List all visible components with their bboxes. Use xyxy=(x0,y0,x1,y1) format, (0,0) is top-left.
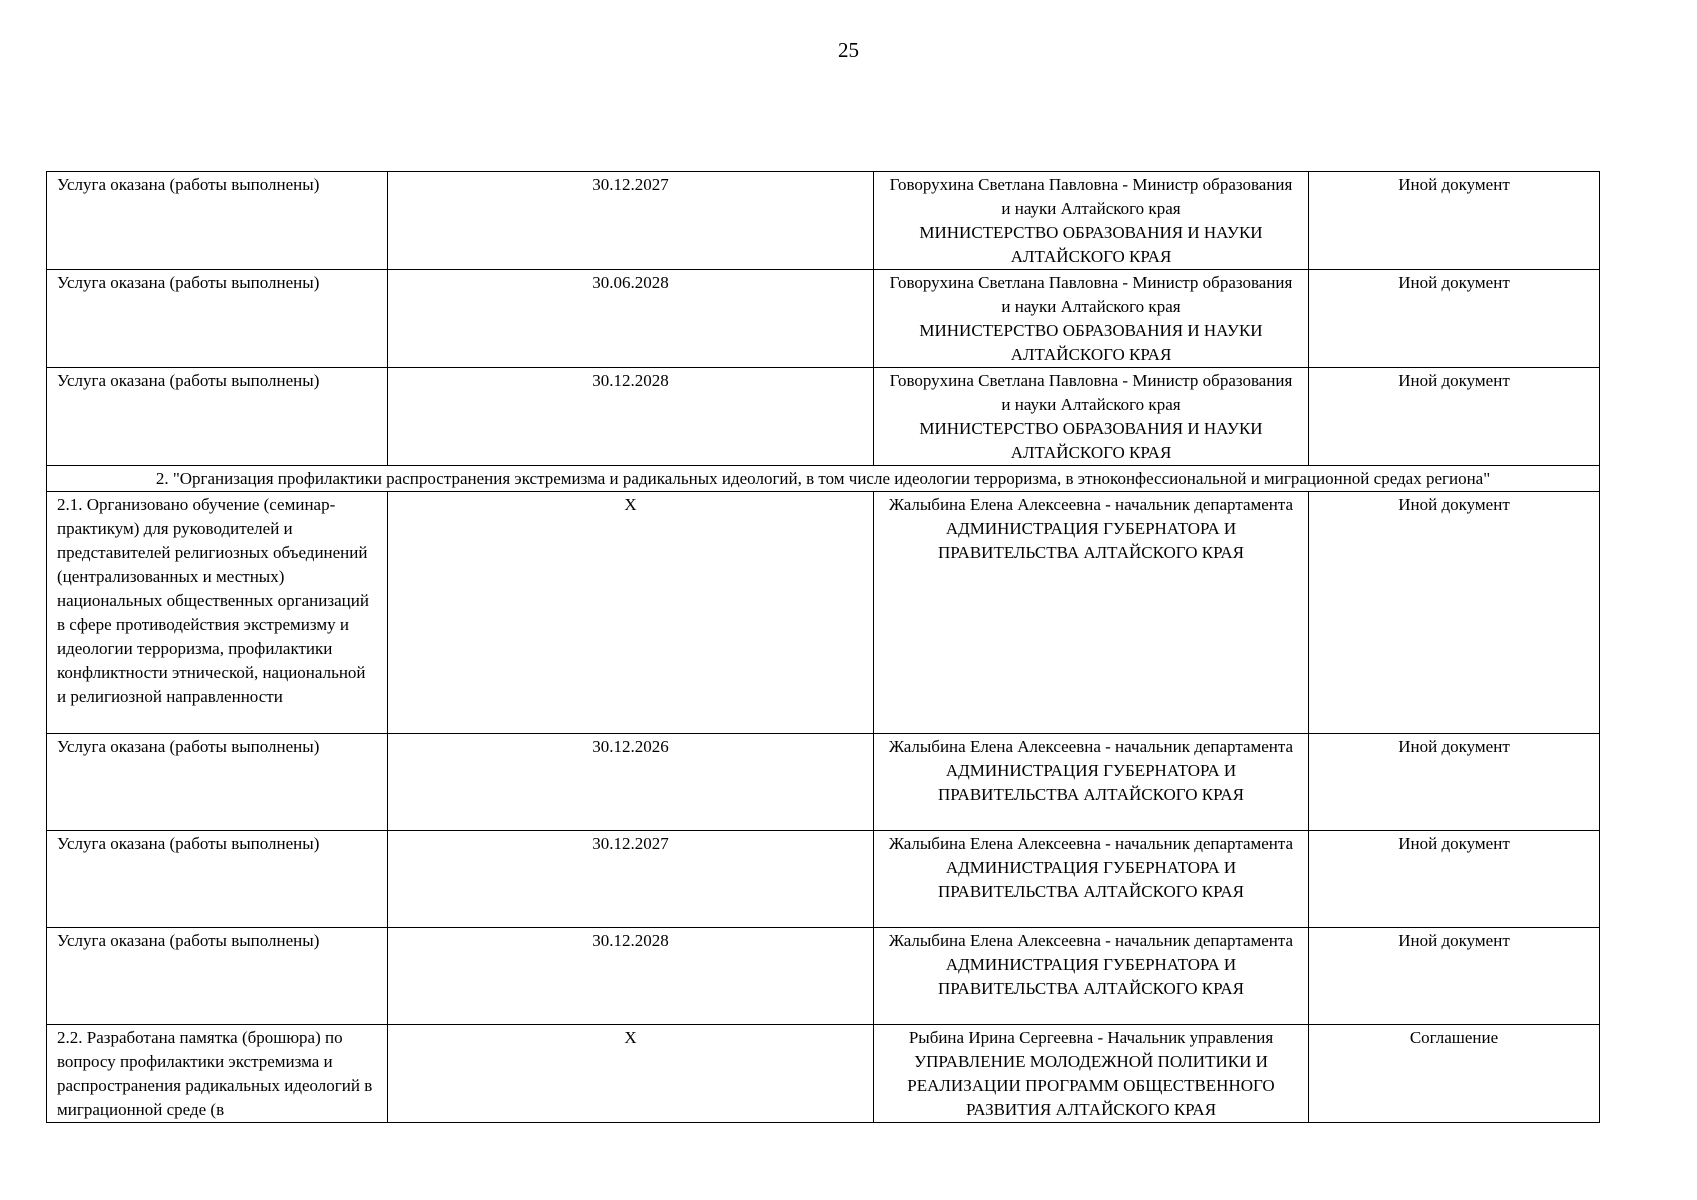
page-number: 25 xyxy=(838,38,859,62)
responsible-cell xyxy=(874,928,1309,1025)
table-row xyxy=(47,270,1600,368)
responsible-person: Рыбина Ирина Сергеевна - Начальник управления xyxy=(908,1028,1274,1047)
document-type-cell: Иной документ xyxy=(1309,368,1600,466)
responsible-cell xyxy=(874,1025,1309,1123)
document-type-cell: Соглашение xyxy=(1309,1025,1600,1123)
document-type-cell: Иной документ xyxy=(1309,492,1600,734)
table-row xyxy=(47,172,1600,270)
deadline-cell: 30.12.2027 xyxy=(388,172,874,270)
responsible-cell xyxy=(874,734,1309,831)
responsible-cell xyxy=(874,172,1309,270)
table-row xyxy=(47,831,1600,928)
document-type-cell: Иной документ xyxy=(1309,734,1600,831)
section-header-row xyxy=(47,466,1600,492)
responsible-cell xyxy=(874,368,1309,466)
plan-table xyxy=(46,171,1600,1123)
deadline-cell: 30.12.2027 xyxy=(388,831,874,928)
result-description-cell: Услуга оказана (работы выполнены) xyxy=(47,928,388,1025)
responsible-person: Жалыбина Елена Алексеевна - начальник департамента xyxy=(888,931,1294,950)
responsible-person: Жалыбина Елена Алексеевна - начальник департамента xyxy=(888,834,1294,853)
section-title: 2. "Организация профилактики распространения экстремизма и радикальных идеологий, в том числе идеологии терроризма, в этноконфессиональной и миграционной средах региона" xyxy=(47,466,1600,492)
deadline-cell: 30.12.2028 xyxy=(388,368,874,466)
result-description-cell: 2.2. Разработана памятка (брошюра) по вопросу профилактики экстремизма и распространения радикальных идеологий в миграционной среде (в xyxy=(47,1025,388,1123)
result-description-cell: Услуга оказана (работы выполнены) xyxy=(47,368,388,466)
deadline-cell: X xyxy=(388,1025,874,1123)
responsible-org: АДМИНИСТРАЦИЯ ГУБЕРНАТОРА И ПРАВИТЕЛЬСТВА АЛТАЙСКОГО КРАЯ xyxy=(938,761,1244,804)
responsible-org: МИНИСТЕРСТВО ОБРАЗОВАНИЯ И НАУКИ АЛТАЙСКОГО КРАЯ xyxy=(919,321,1263,364)
deadline-cell: 30.12.2026 xyxy=(388,734,874,831)
responsible-person: Говорухина Светлана Павловна - Министр образования и науки Алтайского края xyxy=(889,175,1293,218)
responsible-cell xyxy=(874,831,1309,928)
document-type-cell: Иной документ xyxy=(1309,270,1600,368)
table-row xyxy=(47,928,1600,1025)
responsible-org: АДМИНИСТРАЦИЯ ГУБЕРНАТОРА И ПРАВИТЕЛЬСТВА АЛТАЙСКОГО КРАЯ xyxy=(938,858,1244,901)
responsible-org: МИНИСТЕРСТВО ОБРАЗОВАНИЯ И НАУКИ АЛТАЙСКОГО КРАЯ xyxy=(919,223,1263,266)
responsible-org: АДМИНИСТРАЦИЯ ГУБЕРНАТОРА И ПРАВИТЕЛЬСТВА АЛТАЙСКОГО КРАЯ xyxy=(938,955,1244,998)
result-description-cell: 2.1. Организовано обучение (семинар-практикум) для руководителей и представителей религиозных объединений (централизованных и местных) национальных общественных организаций в сфере противодействия экстремизму и идеологии терроризма, профилактики конфликтности этнической, национальной и религиозной направленности xyxy=(47,492,388,734)
result-description-cell: Услуга оказана (работы выполнены) xyxy=(47,734,388,831)
document-type-cell: Иной документ xyxy=(1309,928,1600,1025)
deadline-cell: X xyxy=(388,492,874,734)
table-row xyxy=(47,492,1600,734)
responsible-person: Говорухина Светлана Павловна - Министр образования и науки Алтайского края xyxy=(889,273,1293,316)
responsible-cell xyxy=(874,492,1309,734)
responsible-org: МИНИСТЕРСТВО ОБРАЗОВАНИЯ И НАУКИ АЛТАЙСКОГО КРАЯ xyxy=(919,419,1263,462)
document-type-cell: Иной документ xyxy=(1309,172,1600,270)
result-description-cell: Услуга оказана (работы выполнены) xyxy=(47,172,388,270)
result-description-cell: Услуга оказана (работы выполнены) xyxy=(47,270,388,368)
table-row xyxy=(47,368,1600,466)
table-row xyxy=(47,734,1600,831)
table-row xyxy=(47,1025,1600,1123)
responsible-org: АДМИНИСТРАЦИЯ ГУБЕРНАТОРА И ПРАВИТЕЛЬСТВА АЛТАЙСКОГО КРАЯ xyxy=(938,519,1244,562)
document-type-cell: Иной документ xyxy=(1309,831,1600,928)
result-description-cell: Услуга оказана (работы выполнены) xyxy=(47,831,388,928)
responsible-person: Говорухина Светлана Павловна - Министр образования и науки Алтайского края xyxy=(889,371,1293,414)
deadline-cell: 30.06.2028 xyxy=(388,270,874,368)
responsible-org: УПРАВЛЕНИЕ МОЛОДЕЖНОЙ ПОЛИТИКИ И РЕАЛИЗАЦИИ ПРОГРАММ ОБЩЕСТВЕННОГО РАЗВИТИЯ АЛТАЙСКОГО КРАЯ xyxy=(907,1052,1275,1119)
deadline-cell: 30.12.2028 xyxy=(388,928,874,1025)
responsible-person: Жалыбина Елена Алексеевна - начальник департамента xyxy=(888,495,1294,514)
responsible-cell xyxy=(874,270,1309,368)
responsible-person: Жалыбина Елена Алексеевна - начальник департамента xyxy=(888,737,1294,756)
